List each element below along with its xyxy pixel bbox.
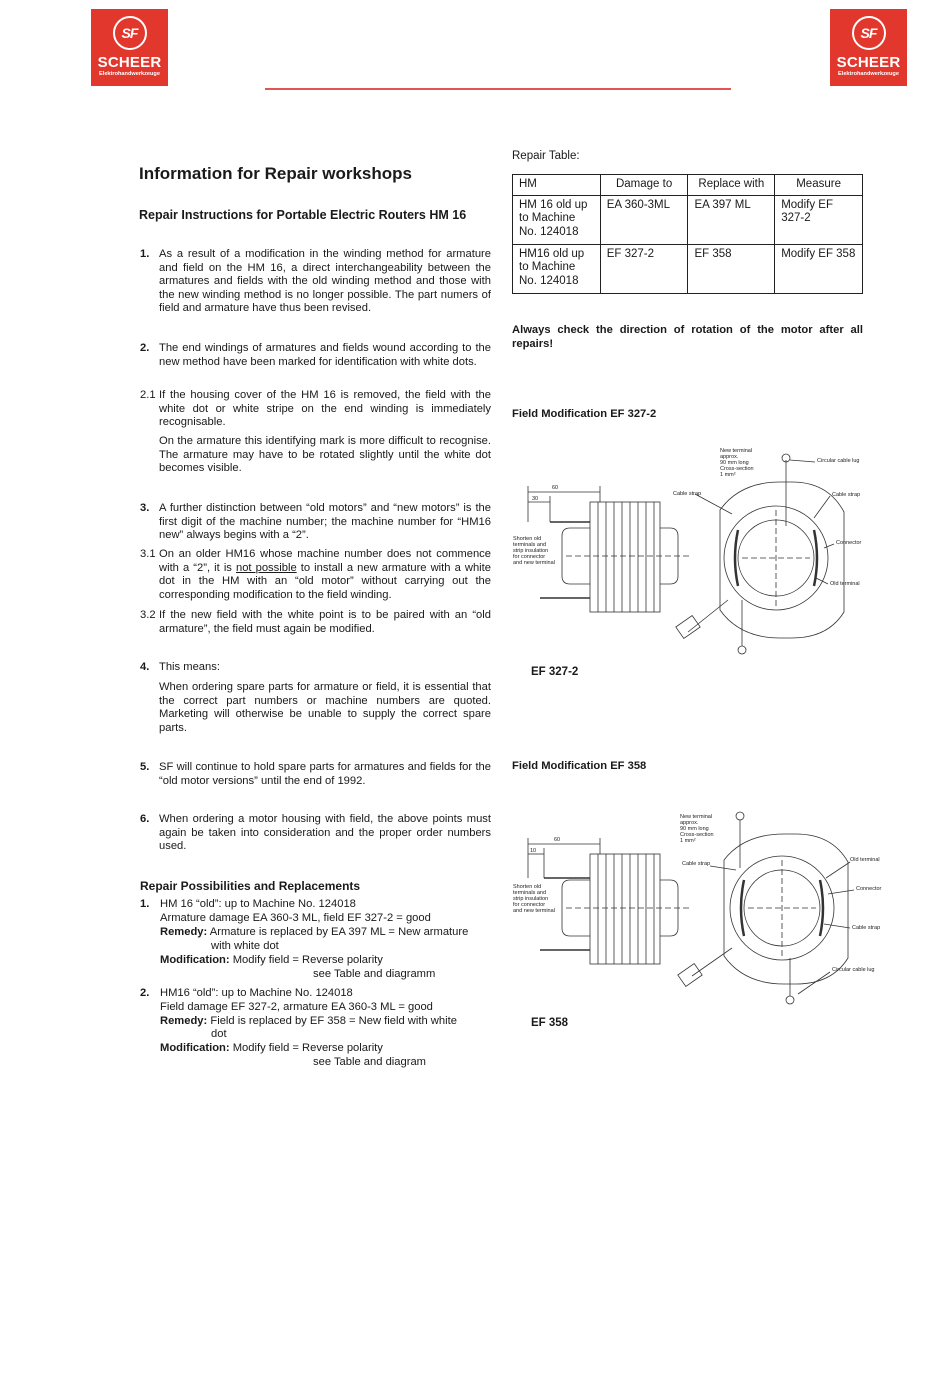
paragraph-4b: When ordering spare parts for armature or field, it is essential that the correct part numbers or machine numbers are quoted. Marketing will otherwise be unable to supply the correct spare parts. — [159, 681, 491, 734]
table-cell: EA 397 ML — [688, 195, 775, 244]
repair-2-modification — [160, 1042, 383, 1056]
item-number: 3.1 — [140, 548, 156, 560]
new-terminal-note: 90 mm long — [680, 826, 709, 832]
dim-10-label: 10 — [530, 848, 537, 854]
shorten-note-line: and new terminal — [513, 908, 555, 914]
paragraph-3: A further distinction between “old motors” and “new motors” is the first digit of the machine number; the machine number for “HM16 new” always begins with a “2”. — [159, 502, 491, 542]
table-header-cell: Replace with — [688, 175, 775, 196]
paragraph-2-1b: On the armature this identifying mark is more difficult to recognise. The armature may have to be rotated slightly until the white dot becomes visible. — [159, 435, 491, 475]
table-cell: HM16 old up to Machine No. 124018 — [513, 244, 601, 293]
new-terminal-note: Cross-section — [720, 466, 754, 472]
shorten-note-line: for connector — [513, 902, 546, 908]
paragraph-2-1: If the housing cover of the HM 16 is removed, the field with the white dot or white stripe on the end winding is immediately recognisable. — [159, 389, 491, 429]
table-header-row — [513, 175, 863, 196]
cable-lug-label: Circular cable lug — [817, 458, 860, 464]
sf-logo-mark: SF — [113, 16, 147, 50]
table-row — [513, 195, 863, 244]
new-terminal-note: approx. — [680, 820, 699, 826]
logo-subtitle: Elektrohandwerkzeuge — [99, 71, 160, 77]
field-modification-diagram-1 — [510, 440, 880, 660]
table-cell: EF 358 — [688, 244, 775, 293]
shorten-note-line: strip insulation — [513, 548, 549, 554]
figure-1-caption: EF 327-2 — [531, 666, 579, 678]
dim-30-label: 30 — [532, 496, 539, 502]
shorten-note-line: terminals and — [513, 542, 547, 548]
item-number: 2. — [140, 987, 150, 999]
modification-text: Modify field = Reverse polarity — [232, 954, 383, 966]
cable-lug-label: Circular cable lug — [832, 967, 875, 973]
table-header-cell: Measure — [775, 175, 863, 196]
rotation-warning: Always check the direction of rotation of the motor after all repairs! — [512, 324, 863, 350]
paragraph-3-1 — [159, 548, 491, 602]
repair-1-line2: Armature damage EA 360-3 ML, field EF 327-2 = good — [160, 912, 431, 924]
table-cell: EA 360-3ML — [600, 195, 688, 244]
figure-2-heading: Field Modification EF 358 — [512, 760, 647, 772]
repair-table — [512, 174, 863, 294]
new-terminal-note: New terminal — [680, 814, 713, 820]
modification-label: Modification: — [160, 1042, 230, 1054]
paragraph-3-2: If the new field with the white point is to be paired with an “old armature”, the field must again be modified. — [159, 609, 491, 635]
page-title: Information for Repair workshops — [139, 164, 412, 183]
item-number: 2. — [140, 342, 150, 354]
shorten-note-line: terminals and — [513, 890, 547, 896]
repair-2-modification-cont: see Table and diagram — [313, 1056, 426, 1068]
old-terminal-label: Old terminal — [830, 581, 860, 587]
shorten-note-line: Shorten old — [513, 884, 542, 890]
table-cell: Modify EF 358 — [775, 244, 863, 293]
table-cell: EF 327-2 — [600, 244, 688, 293]
repair-1-remedy-cont: with white dot — [211, 940, 279, 952]
paragraph-1: As a result of a modification in the winding method for armature and field on the HM 16, a direct interchangeability between the armatures and fields with the old winding method and those with the new winding method is no longer possible. The part numers of field and armature have thus been revised. — [159, 248, 491, 315]
repair-1-line1: HM 16 “old”: up to Machine No. 124018 — [160, 898, 356, 910]
dim-60-label: 60 — [552, 485, 559, 491]
item-number: 4. — [140, 661, 150, 673]
shorten-note-line: strip insulation — [513, 896, 549, 902]
repair-2-line2: Field damage EF 327-2, armature EA 360-3 ML = good — [160, 1001, 433, 1013]
table-row — [513, 244, 863, 293]
remedy-text: Armature is replaced by EA 397 ML = New armature — [209, 926, 469, 938]
shorten-note-line: for connector — [513, 554, 546, 560]
cable-strap-label: Cable strap — [673, 491, 702, 497]
item-number: 5. — [140, 761, 150, 773]
new-terminal-note: 1 mm² — [680, 838, 696, 844]
figure-2-caption: EF 358 — [531, 1017, 569, 1029]
item-number: 1. — [140, 248, 150, 260]
modification-label: Modification: — [160, 954, 230, 966]
modification-text: Modify field = Reverse polarity — [232, 1042, 383, 1054]
new-terminal-note: Cross-section — [680, 832, 714, 838]
header-divider — [265, 88, 731, 90]
new-terminal-note: New terminal — [720, 448, 753, 454]
scheer-logo-right — [830, 9, 907, 86]
paragraph-2: The end windings of armatures and fields wound according to the new method have been marked for identification with white dots. — [159, 342, 491, 368]
new-terminal-note: approx. — [720, 454, 739, 460]
item-number: 1. — [140, 898, 150, 910]
paragraph-5: SF will continue to hold spare parts for armatures and fields for the “old motor versions” until the end of 1992. — [159, 761, 491, 787]
new-terminal-note: 90 mm long — [720, 460, 749, 466]
figure-1-heading: Field Modification EF 327-2 — [512, 408, 657, 420]
repair-2-remedy-cont: dot — [211, 1028, 227, 1040]
p31-underlined: not possible — [235, 561, 297, 574]
table-header-cell: HM — [513, 175, 601, 196]
old-terminal-label: Old terminal — [850, 857, 880, 863]
item-number: 3. — [140, 502, 150, 514]
repair-2-line1: HM16 “old”: up to Machine No. 124018 — [160, 987, 353, 999]
shorten-note-line: Shorten old — [513, 536, 542, 542]
connector-label: Connector — [856, 886, 882, 892]
table-cell: HM 16 old up to Machine No. 124018 — [513, 195, 601, 244]
sf-logo-mark: SF — [852, 16, 886, 50]
cable-strap-label: Cable strap — [832, 492, 861, 498]
new-terminal-note: 1 mm² — [720, 472, 736, 478]
logo-brand: SCHEER — [97, 54, 162, 71]
item-number: 2.1 — [140, 389, 156, 401]
remedy-text: Field is replaced by EF 358 = New field with white — [210, 1015, 457, 1027]
field-modification-diagram-2 — [510, 808, 890, 1008]
repair-table-label: Repair Table: — [512, 150, 580, 162]
cable-strap-label: Cable strap — [852, 925, 881, 931]
repair-2-remedy — [160, 1015, 457, 1029]
page-subtitle: Repair Instructions for Portable Electric Routers HM 16 — [139, 208, 467, 222]
logo-brand: SCHEER — [836, 54, 901, 71]
scheer-logo-left — [91, 9, 168, 86]
repair-1-modification-cont: see Table and diagramm — [313, 968, 436, 980]
cable-strap-label: Cable strap — [682, 861, 711, 867]
p31-text-b: to install a new armature with a white dot in the HM with an “old motor” without carrying out the corresponding modification to the field winding. — [159, 561, 491, 601]
logo-subtitle: Elektrohandwerkzeuge — [838, 71, 899, 77]
shorten-note-line: and new terminal — [513, 560, 555, 566]
p31-text-a: On an older HM16 whose machine number does not commence with a “2”, it is — [159, 548, 491, 574]
paragraph-4: This means: — [159, 661, 220, 673]
connector-label: Connector — [836, 540, 862, 546]
paragraph-6: When ordering a motor housing with field, the above points must again be taken into consideration and the proper order numbers used. — [159, 813, 491, 853]
remedy-label: Remedy: — [160, 1015, 208, 1027]
item-number: 3.2 — [140, 609, 156, 621]
table-cell: Modify EF 327-2 — [775, 195, 863, 244]
dim-60-label: 60 — [554, 837, 561, 843]
repair-1-modification — [160, 954, 383, 968]
repair-heading: Repair Possibilities and Replacements — [140, 879, 361, 893]
table-header-cell: Damage to — [600, 175, 688, 196]
item-number: 6. — [140, 813, 150, 825]
repair-1-remedy — [160, 926, 468, 940]
remedy-label: Remedy: — [160, 926, 208, 938]
